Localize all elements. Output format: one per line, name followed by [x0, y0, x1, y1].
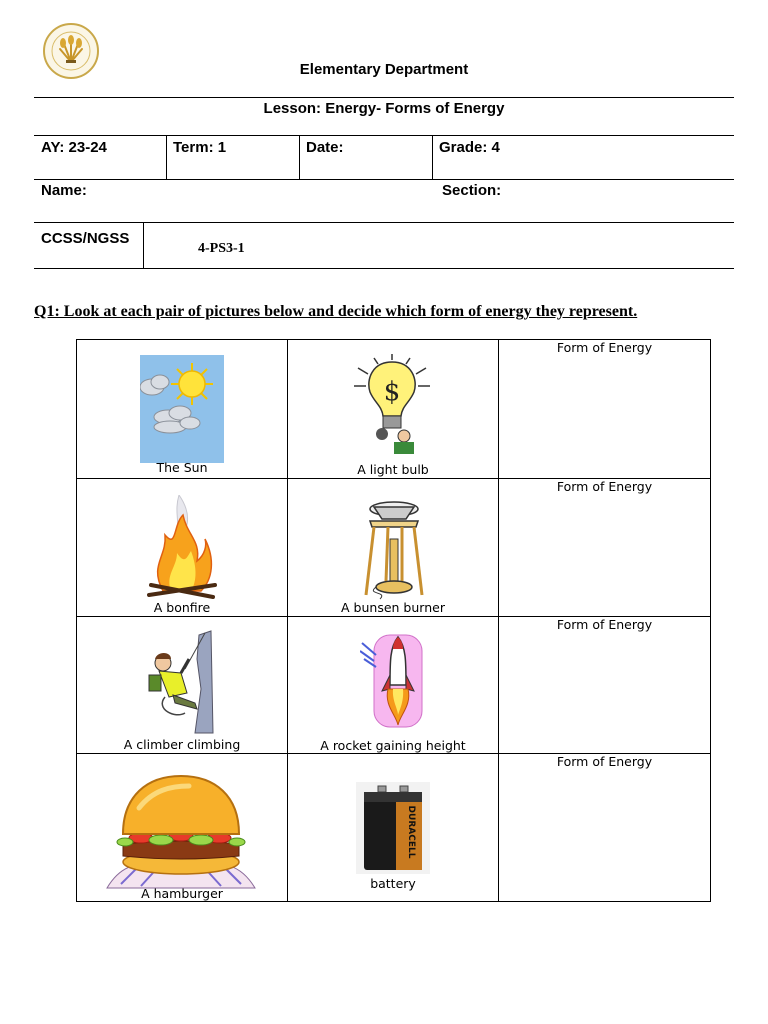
- sun-icon: [140, 355, 224, 466]
- table-row: [77, 479, 711, 617]
- answer-label: Form of Energy: [556, 754, 653, 769]
- picture-caption: battery: [370, 876, 416, 891]
- table-row: [77, 754, 711, 902]
- department-title: Elementary Department: [299, 61, 469, 78]
- header-rule: [34, 97, 734, 98]
- picture-grid: [76, 339, 711, 902]
- hamburger-icon: [105, 772, 257, 893]
- picture-caption: A rocket gaining height: [320, 738, 466, 753]
- cell-divider: [299, 135, 300, 179]
- picture-cell: [288, 754, 499, 902]
- answer-cell[interactable]: [499, 754, 711, 902]
- light-bulb-icon: [350, 354, 434, 457]
- picture-cell: [288, 340, 499, 479]
- academic-year: AY: 23-24: [41, 139, 107, 156]
- picture-caption: A light bulb: [357, 462, 429, 477]
- svg-text:$: $: [383, 377, 401, 407]
- answer-label: Form of Energy: [556, 340, 653, 355]
- cell-divider: [166, 135, 167, 179]
- header-rule: [34, 222, 734, 223]
- picture-cell: [77, 340, 288, 479]
- header-rule: [34, 268, 734, 269]
- header-rule: [34, 179, 734, 180]
- picture-cell: [77, 479, 288, 617]
- picture-cell: [77, 754, 288, 902]
- question-text: Q1: Look at each pair of pictures below and decide which form of energy they represent.: [34, 303, 638, 320]
- date-field: Date:: [306, 139, 344, 156]
- bonfire-icon: [143, 495, 221, 606]
- picture-cell: [288, 479, 499, 617]
- table-row: [77, 340, 711, 479]
- cell-divider: [143, 222, 144, 268]
- section-field: Section:: [442, 182, 502, 199]
- answer-cell[interactable]: [499, 340, 711, 479]
- grade-field: Grade: 4: [439, 139, 500, 156]
- table-row: [77, 617, 711, 754]
- picture-caption: A bunsen burner: [341, 600, 445, 615]
- cell-divider: [432, 135, 433, 179]
- picture-caption: A bonfire: [153, 600, 211, 615]
- climber-icon: [145, 629, 217, 738]
- header-rule: [34, 135, 734, 136]
- battery-icon: [356, 782, 430, 877]
- picture-cell: [288, 617, 499, 754]
- picture-caption: A climber climbing: [123, 737, 241, 752]
- picture-caption: The Sun: [156, 460, 208, 475]
- answer-label: Form of Energy: [556, 479, 653, 494]
- standard-label: CCSS/NGSS: [41, 230, 130, 247]
- answer-cell[interactable]: [499, 479, 711, 617]
- answer-cell[interactable]: [499, 617, 711, 754]
- lesson-title: Lesson: Energy- Forms of Energy: [263, 100, 505, 117]
- standard-value: 4-PS3-1: [198, 241, 245, 256]
- term-field: Term: 1: [173, 139, 227, 156]
- picture-caption: A hamburger: [141, 886, 223, 901]
- bunsen-burner-icon: [358, 495, 430, 604]
- picture-cell: [77, 617, 288, 754]
- name-field: Name:: [41, 182, 87, 199]
- answer-label: Form of Energy: [556, 617, 653, 632]
- svg-text:DURACELL: DURACELL: [406, 805, 416, 859]
- rocket-icon: [360, 631, 426, 734]
